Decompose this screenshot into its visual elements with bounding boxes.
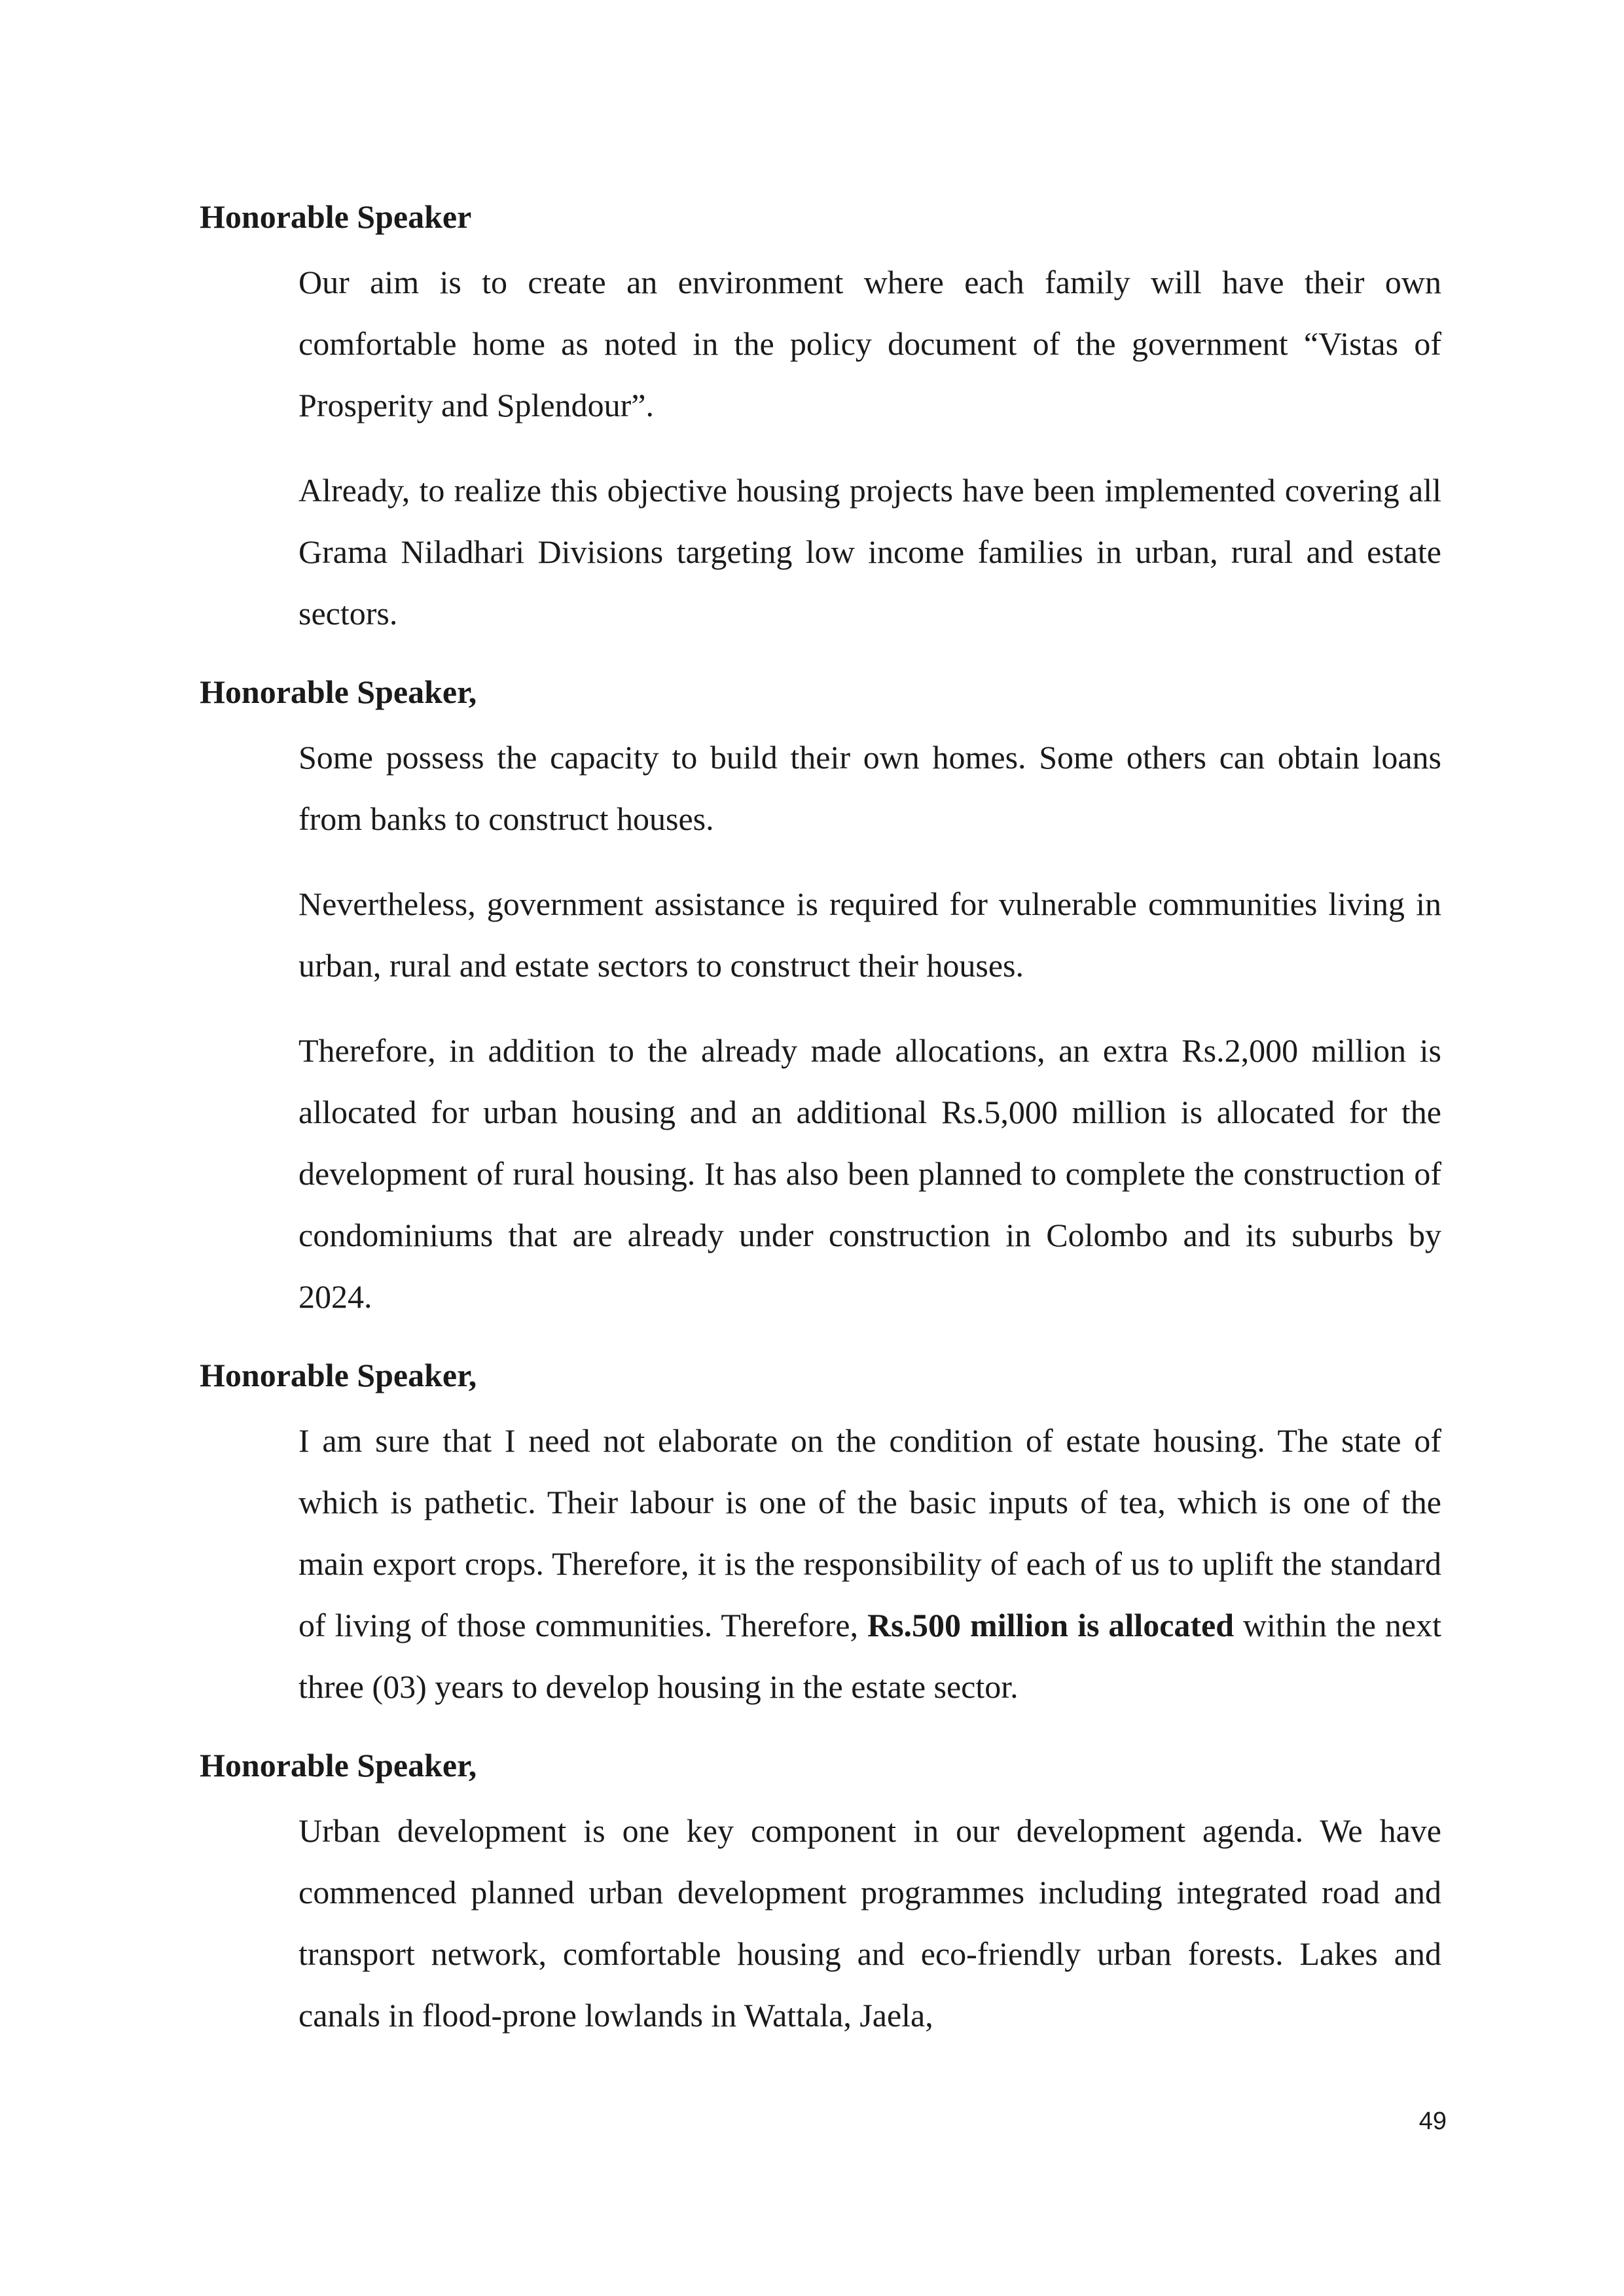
section-heading: Honorable Speaker, xyxy=(200,673,477,710)
paragraph-text: within the next three (03) years to develop housing in the estate sector. xyxy=(298,1607,1441,1705)
section-1 xyxy=(200,196,1441,644)
section-heading: Honorable Speaker xyxy=(200,198,472,235)
page-number: 49 xyxy=(1418,2108,1447,2135)
paragraph: Some possess the capacity to build their own homes. Some others can obtain loans from banks to construct houses. xyxy=(298,739,1441,837)
section-3 xyxy=(200,1355,1441,1717)
section-heading: Honorable Speaker, xyxy=(200,1747,477,1784)
allocation-highlight: Rs.500 million is allocated xyxy=(867,1607,1235,1643)
section-heading: Honorable Speaker, xyxy=(200,1357,477,1393)
paragraph: Therefore, in addition to the already made allocations, an extra Rs.2,000 million is allocated for urban housing and an additional Rs.5,000 million is allocated for the development of rural housing. It has also been planned to complete the construction of condominiums that are already under construction in Colombo and its suburbs by 2024. xyxy=(298,1032,1441,1315)
paragraph xyxy=(298,1410,1441,1717)
section-4 xyxy=(200,1745,1441,2046)
paragraph: Our aim is to create an environment where each family will have their own comfortable home as noted in the policy document of the government “Vistas of Prosperity and Splendour”. xyxy=(298,264,1441,423)
paragraph: Nevertheless, government assistance is required for vulnerable communities living in urban, rural and estate sectors to construct their houses. xyxy=(298,886,1441,984)
paragraph: Urban development is one key component in our development agenda. We have commenced planned urban development programmes including integrated road and transport network, comfortable housing and eco-friendly urban forests. Lakes and canals in flood-prone lowlands in Wattala, Jaela, xyxy=(298,1812,1441,2034)
section-2 xyxy=(200,672,1441,1327)
document-body xyxy=(200,196,1441,2070)
paragraph: Already, to realize this objective housing projects have been implemented covering all Grama Niladhari Divisions targeting low income families in urban, rural and estate sectors. xyxy=(298,472,1441,632)
paragraph-text: I am sure that I need not elaborate on the condition of estate housing. The state of which is pathetic. Their labour is one of the basic inputs of tea, which is one of the main export crops. Therefore, it is the responsibility of each of us to uplift the standard of living of those communities. Therefore, xyxy=(298,1422,1441,1643)
